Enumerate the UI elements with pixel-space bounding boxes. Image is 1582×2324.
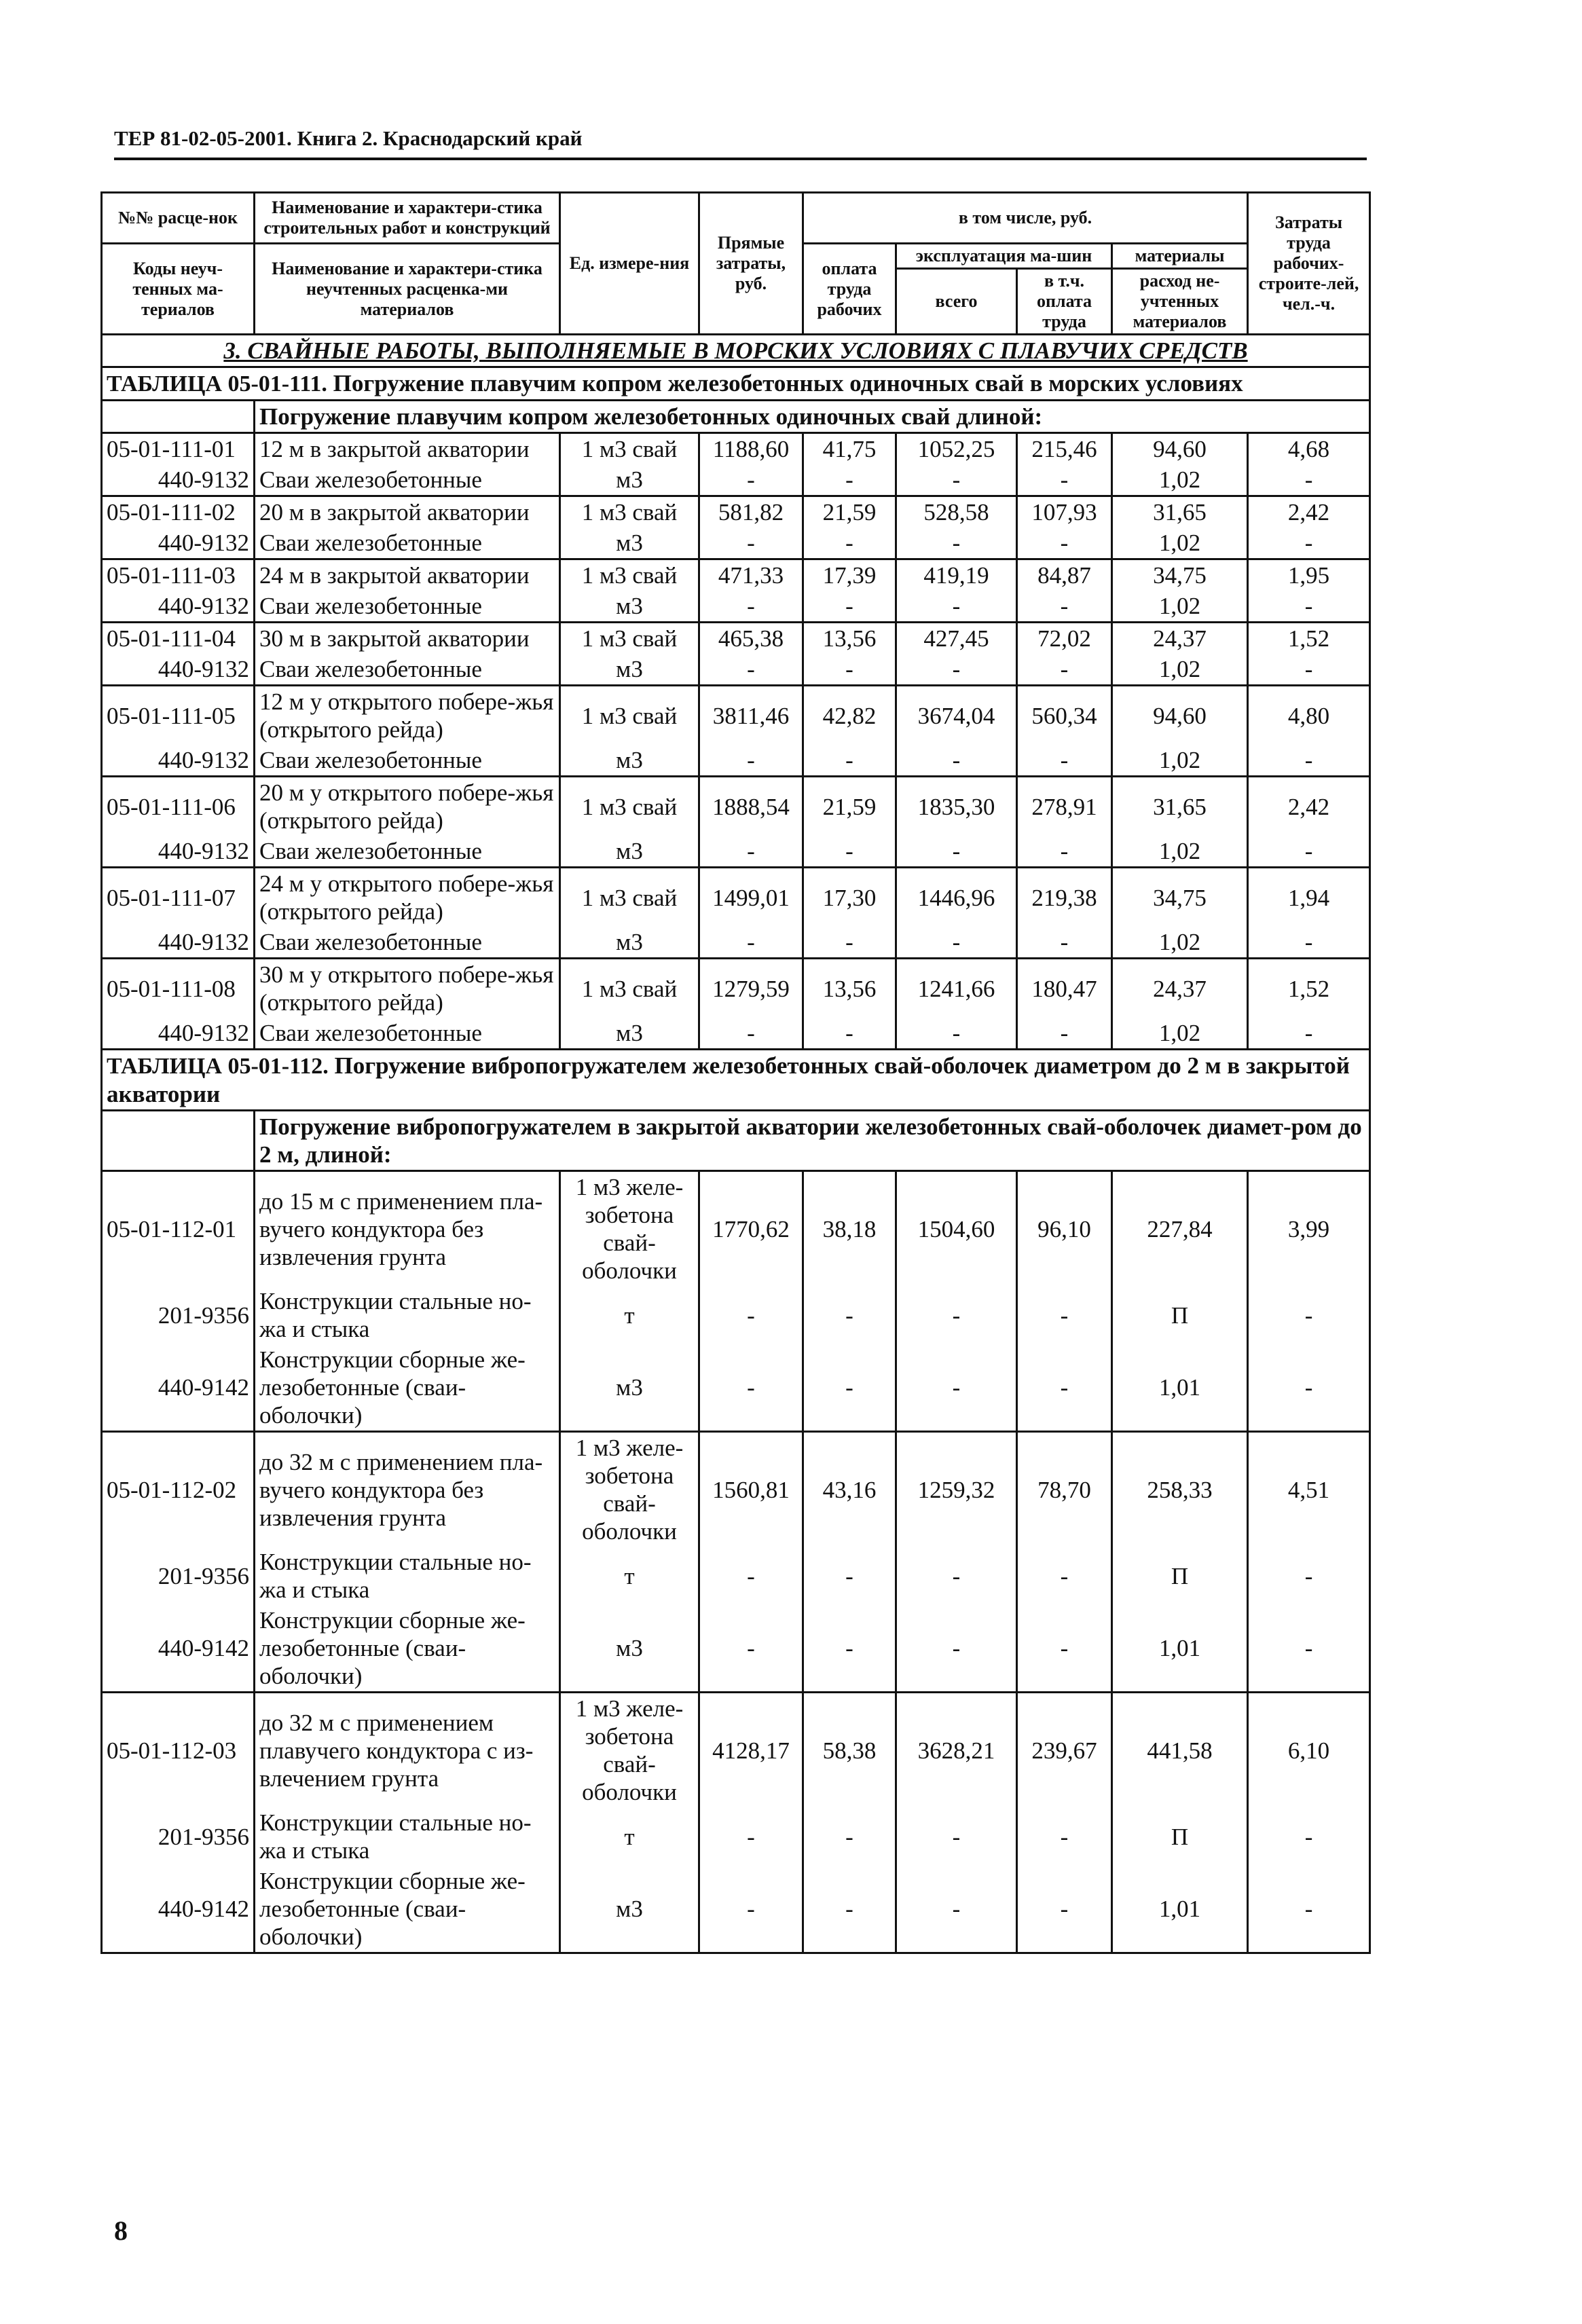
wages-cell: 17,39: [803, 559, 896, 591]
mach-cell: 3628,21: [896, 1693, 1017, 1808]
section-title: 3. СВАЙНЫЕ РАБОТЫ, ВЫПОЛНЯЕМЫЕ В МОРСКИХ УСЛОВИЯХ С ПЛАВУЧИХ СРЕДСТВ: [102, 335, 1370, 367]
mach-cell: 1259,32: [896, 1432, 1017, 1547]
code-cell: 05-01-112-01: [102, 1171, 255, 1287]
labor-cell: -: [1248, 1866, 1370, 1953]
mach-cell: -: [896, 836, 1017, 868]
mach-cell: 419,19: [896, 559, 1017, 591]
table-title: [102, 367, 1370, 401]
direct-cell: 1188,60: [699, 433, 803, 465]
labor-cell: -: [1248, 1547, 1370, 1605]
unit-cell: м3: [560, 464, 699, 496]
unit-cell: м3: [560, 1605, 699, 1693]
labor-cell: -: [1248, 1605, 1370, 1693]
mach-w-cell: -: [1017, 1344, 1112, 1432]
unit-cell: 1 м3 свай: [560, 868, 699, 927]
mach-cell: -: [896, 1605, 1017, 1693]
mach-w-cell: -: [1017, 528, 1112, 559]
unit-cell: 1 м3 свай: [560, 496, 699, 528]
name-cell: Сваи железобетонные: [255, 836, 560, 868]
table-title: [102, 1050, 1370, 1111]
wages-cell: 17,30: [803, 868, 896, 927]
rate-row: [102, 868, 1370, 927]
mach-cell: 1241,66: [896, 959, 1017, 1018]
mach-cell: -: [896, 528, 1017, 559]
direct-cell: -: [699, 1605, 803, 1693]
col-material-code-header: Коды неуч-тенных ма-териалов: [102, 244, 255, 335]
unit-cell: 1 м3 свай: [560, 559, 699, 591]
mach-cell: -: [896, 927, 1017, 959]
wages-cell: 13,56: [803, 959, 896, 1018]
mach-cell: -: [896, 1807, 1017, 1866]
mat-cell: П: [1112, 1286, 1248, 1344]
labor-cell: -: [1248, 836, 1370, 868]
section-row: [102, 335, 1370, 367]
mat-cell: 1,02: [1112, 464, 1248, 496]
rate-row: [102, 1693, 1370, 1808]
rates-table: [100, 191, 1371, 1954]
col-mat-unaccounted-header: расход не-учтенных материалов: [1112, 269, 1248, 335]
rate-row: [102, 559, 1370, 591]
unit-cell: 1 м3 желе-зобетона свай-оболочки: [560, 1171, 699, 1287]
labor-cell: -: [1248, 464, 1370, 496]
mach-cell: -: [896, 1344, 1017, 1432]
code-cell: 440-9142: [102, 1605, 255, 1693]
labor-cell: 1,52: [1248, 959, 1370, 1018]
table-label: ТАБЛИЦА 05-01-112.: [107, 1054, 329, 1079]
wages-cell: 13,56: [803, 623, 896, 654]
wages-cell: 43,16: [803, 1432, 896, 1547]
labor-cell: -: [1248, 927, 1370, 959]
direct-cell: -: [699, 1547, 803, 1605]
wages-cell: 41,75: [803, 433, 896, 465]
direct-cell: 3811,46: [699, 686, 803, 745]
wages-cell: 21,59: [803, 496, 896, 528]
mach-cell: 1835,30: [896, 777, 1017, 836]
direct-cell: -: [699, 464, 803, 496]
mach-w-cell: -: [1017, 1547, 1112, 1605]
wages-cell: -: [803, 927, 896, 959]
rate-row: [102, 623, 1370, 654]
direct-cell: -: [699, 1018, 803, 1050]
material-row: [102, 654, 1370, 686]
wages-cell: -: [803, 528, 896, 559]
mach-w-cell: 107,93: [1017, 496, 1112, 528]
wages-cell: -: [803, 836, 896, 868]
material-row: [102, 745, 1370, 777]
name-cell: 20 м в закрытой акватории: [255, 496, 560, 528]
material-row: [102, 1866, 1370, 1953]
wages-cell: 38,18: [803, 1171, 896, 1287]
mach-cell: -: [896, 745, 1017, 777]
mat-cell: 1,01: [1112, 1344, 1248, 1432]
mach-w-cell: -: [1017, 1286, 1112, 1344]
code-cell: 440-9132: [102, 591, 255, 623]
mat-cell: 1,02: [1112, 1018, 1248, 1050]
wages-cell: -: [803, 1018, 896, 1050]
mach-cell: 3674,04: [896, 686, 1017, 745]
mach-w-cell: 72,02: [1017, 623, 1112, 654]
unit-cell: м3: [560, 654, 699, 686]
mach-cell: -: [896, 464, 1017, 496]
direct-cell: -: [699, 1344, 803, 1432]
col-wages-header: оплата труда рабочих: [803, 244, 896, 335]
labor-cell: 1,95: [1248, 559, 1370, 591]
wages-cell: -: [803, 464, 896, 496]
code-cell: 05-01-111-06: [102, 777, 255, 836]
mach-w-cell: 84,87: [1017, 559, 1112, 591]
running-head: ТЕР 81-02-05-2001. Книга 2. Краснодарский край: [114, 126, 1367, 160]
code-cell: 05-01-111-01: [102, 433, 255, 465]
mat-cell: П: [1112, 1807, 1248, 1866]
mach-cell: -: [896, 1866, 1017, 1953]
mach-w-cell: 78,70: [1017, 1432, 1112, 1547]
mach-cell: 427,45: [896, 623, 1017, 654]
material-row: [102, 1547, 1370, 1605]
unit-cell: 1 м3 желе-зобетона свай-оболочки: [560, 1432, 699, 1547]
table-title-text: Погружение плавучим копром железобетонных одиночных свай в морских условиях: [333, 370, 1243, 396]
unit-cell: м3: [560, 745, 699, 777]
labor-cell: -: [1248, 1807, 1370, 1866]
wages-cell: -: [803, 745, 896, 777]
code-cell: 05-01-111-05: [102, 686, 255, 745]
mach-cell: 1504,60: [896, 1171, 1017, 1287]
mach-w-cell: -: [1017, 591, 1112, 623]
code-cell: 201-9356: [102, 1807, 255, 1866]
direct-cell: 1279,59: [699, 959, 803, 1018]
mat-cell: 441,58: [1112, 1693, 1248, 1808]
col-labor-header: Затраты труда рабочих-строите-лей, чел.-ч.: [1248, 193, 1370, 335]
mach-w-cell: -: [1017, 745, 1112, 777]
col-machines-header: эксплуатация ма-шин: [896, 244, 1112, 269]
mach-w-cell: 560,34: [1017, 686, 1112, 745]
material-row: [102, 1807, 1370, 1866]
group-title: Погружение вибропогружателем в закрытой акватории железобетонных свай-оболочек диамет-ром до 2 м, длиной:: [255, 1111, 1370, 1171]
labor-cell: -: [1248, 654, 1370, 686]
table-title-text: Погружение вибропогружателем железобетонных свай-оболочек диаметром до 2 м в закрытой акватории: [107, 1052, 1350, 1107]
mach-cell: -: [896, 1547, 1017, 1605]
rate-row: [102, 496, 1370, 528]
name-cell: до 32 м с применением плавучего кондуктора с из-влечением грунта: [255, 1693, 560, 1808]
material-row: [102, 1605, 1370, 1693]
direct-cell: -: [699, 591, 803, 623]
direct-cell: 1770,62: [699, 1171, 803, 1287]
material-row: [102, 836, 1370, 868]
direct-cell: -: [699, 745, 803, 777]
wages-cell: 58,38: [803, 1693, 896, 1808]
wages-cell: -: [803, 654, 896, 686]
code-cell: 201-9356: [102, 1286, 255, 1344]
mach-cell: -: [896, 654, 1017, 686]
code-cell: 440-9142: [102, 1344, 255, 1432]
table-body: [102, 335, 1370, 1953]
material-row: [102, 927, 1370, 959]
mat-cell: 94,60: [1112, 433, 1248, 465]
code-cell: 440-9132: [102, 528, 255, 559]
mach-cell: -: [896, 1286, 1017, 1344]
unit-cell: м3: [560, 1018, 699, 1050]
name-cell: 24 м у открытого побере-жья (открытого рейда): [255, 868, 560, 927]
mat-cell: 1,01: [1112, 1866, 1248, 1953]
wages-cell: -: [803, 1605, 896, 1693]
mach-w-cell: -: [1017, 654, 1112, 686]
col-mach-total-header: всего: [896, 269, 1017, 335]
material-row: [102, 464, 1370, 496]
rates-table-wrapper: [100, 191, 1369, 1954]
material-row: [102, 591, 1370, 623]
unit-cell: м3: [560, 591, 699, 623]
wages-cell: -: [803, 591, 896, 623]
code-cell: 440-9132: [102, 464, 255, 496]
code-cell: 05-01-111-02: [102, 496, 255, 528]
group-title: Погружение плавучим копром железобетонных одиночных свай длиной:: [255, 401, 1370, 433]
labor-cell: -: [1248, 745, 1370, 777]
code-cell: 05-01-111-07: [102, 868, 255, 927]
table-label: ТАБЛИЦА 05-01-111.: [107, 371, 327, 396]
mat-cell: П: [1112, 1547, 1248, 1605]
name-cell: 12 м у открытого побере-жья (открытого рейда): [255, 686, 560, 745]
col-incl-header: в том числе, руб.: [803, 193, 1248, 244]
name-cell: до 15 м с применением пла-вучего кондуктора без извлечения грунта: [255, 1171, 560, 1287]
name-cell: 24 м в закрытой акватории: [255, 559, 560, 591]
material-row: [102, 528, 1370, 559]
direct-cell: 4128,17: [699, 1693, 803, 1808]
mach-w-cell: -: [1017, 1807, 1112, 1866]
mat-cell: 34,75: [1112, 559, 1248, 591]
rate-row: [102, 777, 1370, 836]
mat-cell: 1,02: [1112, 836, 1248, 868]
labor-cell: 2,42: [1248, 777, 1370, 836]
group-row: [102, 401, 1370, 433]
mach-w-cell: 239,67: [1017, 1693, 1112, 1808]
direct-cell: -: [699, 1807, 803, 1866]
rate-row: [102, 1432, 1370, 1547]
mat-cell: 94,60: [1112, 686, 1248, 745]
labor-cell: 4,80: [1248, 686, 1370, 745]
direct-cell: -: [699, 1286, 803, 1344]
name-cell: Конструкции стальные но-жа и стыка: [255, 1807, 560, 1866]
unit-cell: 1 м3 свай: [560, 623, 699, 654]
unit-cell: 1 м3 желе-зобетона свай-оболочки: [560, 1693, 699, 1808]
code-cell: 05-01-112-02: [102, 1432, 255, 1547]
mach-cell: 1052,25: [896, 433, 1017, 465]
rate-row: [102, 686, 1370, 745]
col-materials-header: материалы: [1112, 244, 1248, 269]
col-name-header: Наименование и характери-стика строительных работ и конструкций: [255, 193, 560, 244]
mach-w-cell: -: [1017, 464, 1112, 496]
name-cell: 30 м у открытого побере-жья (открытого рейда): [255, 959, 560, 1018]
mach-w-cell: 180,47: [1017, 959, 1112, 1018]
mat-cell: 31,65: [1112, 777, 1248, 836]
code-cell: 05-01-111-03: [102, 559, 255, 591]
mach-w-cell: -: [1017, 1866, 1112, 1953]
mat-cell: 258,33: [1112, 1432, 1248, 1547]
unit-cell: 1 м3 свай: [560, 686, 699, 745]
mach-w-cell: -: [1017, 1018, 1112, 1050]
mat-cell: 24,37: [1112, 959, 1248, 1018]
direct-cell: -: [699, 836, 803, 868]
code-cell: 05-01-112-03: [102, 1693, 255, 1808]
wages-cell: -: [803, 1547, 896, 1605]
rate-row: [102, 433, 1370, 465]
labor-cell: 6,10: [1248, 1693, 1370, 1808]
name-cell: 12 м в закрытой акватории: [255, 433, 560, 465]
wages-cell: 21,59: [803, 777, 896, 836]
name-cell: Сваи железобетонные: [255, 1018, 560, 1050]
unit-cell: м3: [560, 836, 699, 868]
unit-cell: т: [560, 1807, 699, 1866]
unit-cell: т: [560, 1547, 699, 1605]
code-cell: 440-9132: [102, 654, 255, 686]
direct-cell: -: [699, 528, 803, 559]
mach-cell: 528,58: [896, 496, 1017, 528]
name-cell: Сваи железобетонные: [255, 654, 560, 686]
code-cell: 05-01-111-08: [102, 959, 255, 1018]
unit-cell: м3: [560, 927, 699, 959]
code-cell: 440-9132: [102, 836, 255, 868]
mach-w-cell: -: [1017, 836, 1112, 868]
unit-cell: м3: [560, 1866, 699, 1953]
direct-cell: 581,82: [699, 496, 803, 528]
name-cell: Сваи железобетонные: [255, 745, 560, 777]
wages-cell: -: [803, 1286, 896, 1344]
mat-cell: 1,02: [1112, 591, 1248, 623]
wages-cell: -: [803, 1344, 896, 1432]
name-cell: 20 м у открытого побере-жья (открытого рейда): [255, 777, 560, 836]
direct-cell: -: [699, 927, 803, 959]
wages-cell: -: [803, 1807, 896, 1866]
labor-cell: 2,42: [1248, 496, 1370, 528]
col-direct-header: Прямые затраты, руб.: [699, 193, 803, 335]
labor-cell: -: [1248, 1018, 1370, 1050]
mat-cell: 1,02: [1112, 528, 1248, 559]
name-cell: Конструкции сборные же-лезобетонные (сваи-оболочки): [255, 1344, 560, 1432]
name-cell: 30 м в закрытой акватории: [255, 623, 560, 654]
wages-cell: -: [803, 1866, 896, 1953]
col-material-name-header: Наименование и характери-стика неучтенных расценка-ми материалов: [255, 244, 560, 335]
material-row: [102, 1344, 1370, 1432]
name-cell: Сваи железобетонные: [255, 464, 560, 496]
material-row: [102, 1286, 1370, 1344]
code-cell: 440-9132: [102, 1018, 255, 1050]
material-row: [102, 1018, 1370, 1050]
col-mach-wages-header: в т.ч. оплата труда: [1017, 269, 1112, 335]
mach-w-cell: -: [1017, 1605, 1112, 1693]
mat-cell: 1,02: [1112, 927, 1248, 959]
group-code-cell: [102, 1111, 255, 1171]
unit-cell: м3: [560, 1344, 699, 1432]
col-code-header: №№ расце-нок: [102, 193, 255, 244]
code-cell: 201-9356: [102, 1547, 255, 1605]
mat-cell: 1,02: [1112, 654, 1248, 686]
direct-cell: 1888,54: [699, 777, 803, 836]
col-unit-header: Ед. измере-ния: [560, 193, 699, 335]
mach-w-cell: -: [1017, 927, 1112, 959]
mach-w-cell: 215,46: [1017, 433, 1112, 465]
page-number: 8: [114, 2215, 128, 2246]
labor-cell: -: [1248, 528, 1370, 559]
table-title-row: [102, 367, 1370, 401]
mach-w-cell: 96,10: [1017, 1171, 1112, 1287]
unit-cell: 1 м3 свай: [560, 433, 699, 465]
name-cell: до 32 м с применением пла-вучего кондуктора без извлечения грунта: [255, 1432, 560, 1547]
direct-cell: 471,33: [699, 559, 803, 591]
name-cell: Сваи железобетонные: [255, 528, 560, 559]
labor-cell: 4,51: [1248, 1432, 1370, 1547]
name-cell: Конструкции стальные но-жа и стыка: [255, 1286, 560, 1344]
name-cell: Конструкции стальные но-жа и стыка: [255, 1547, 560, 1605]
mach-w-cell: 278,91: [1017, 777, 1112, 836]
direct-cell: 1499,01: [699, 868, 803, 927]
labor-cell: 1,52: [1248, 623, 1370, 654]
name-cell: Конструкции сборные же-лезобетонные (сваи-оболочки): [255, 1866, 560, 1953]
labor-cell: 1,94: [1248, 868, 1370, 927]
group-row: [102, 1111, 1370, 1171]
labor-cell: -: [1248, 1286, 1370, 1344]
unit-cell: т: [560, 1286, 699, 1344]
mat-cell: 1,02: [1112, 745, 1248, 777]
group-code-cell: [102, 401, 255, 433]
rate-row: [102, 1171, 1370, 1287]
code-cell: 05-01-111-04: [102, 623, 255, 654]
direct-cell: -: [699, 1866, 803, 1953]
wages-cell: 42,82: [803, 686, 896, 745]
name-cell: Сваи железобетонные: [255, 927, 560, 959]
mat-cell: 1,01: [1112, 1605, 1248, 1693]
mach-cell: -: [896, 591, 1017, 623]
unit-cell: 1 м3 свай: [560, 959, 699, 1018]
code-cell: 440-9132: [102, 745, 255, 777]
mat-cell: 34,75: [1112, 868, 1248, 927]
unit-cell: м3: [560, 528, 699, 559]
name-cell: Сваи железобетонные: [255, 591, 560, 623]
labor-cell: -: [1248, 1344, 1370, 1432]
table-title-row: [102, 1050, 1370, 1111]
mach-cell: 1446,96: [896, 868, 1017, 927]
mat-cell: 31,65: [1112, 496, 1248, 528]
direct-cell: 1560,81: [699, 1432, 803, 1547]
name-cell: Конструкции сборные же-лезобетонные (сваи-оболочки): [255, 1605, 560, 1693]
direct-cell: -: [699, 654, 803, 686]
code-cell: 440-9142: [102, 1866, 255, 1953]
mat-cell: 227,84: [1112, 1171, 1248, 1287]
labor-cell: -: [1248, 591, 1370, 623]
table-header: [102, 193, 1370, 335]
unit-cell: 1 м3 свай: [560, 777, 699, 836]
code-cell: 440-9132: [102, 927, 255, 959]
direct-cell: 465,38: [699, 623, 803, 654]
mat-cell: 24,37: [1112, 623, 1248, 654]
labor-cell: 3,99: [1248, 1171, 1370, 1287]
mach-cell: -: [896, 1018, 1017, 1050]
mach-w-cell: 219,38: [1017, 868, 1112, 927]
labor-cell: 4,68: [1248, 433, 1370, 465]
rate-row: [102, 959, 1370, 1018]
